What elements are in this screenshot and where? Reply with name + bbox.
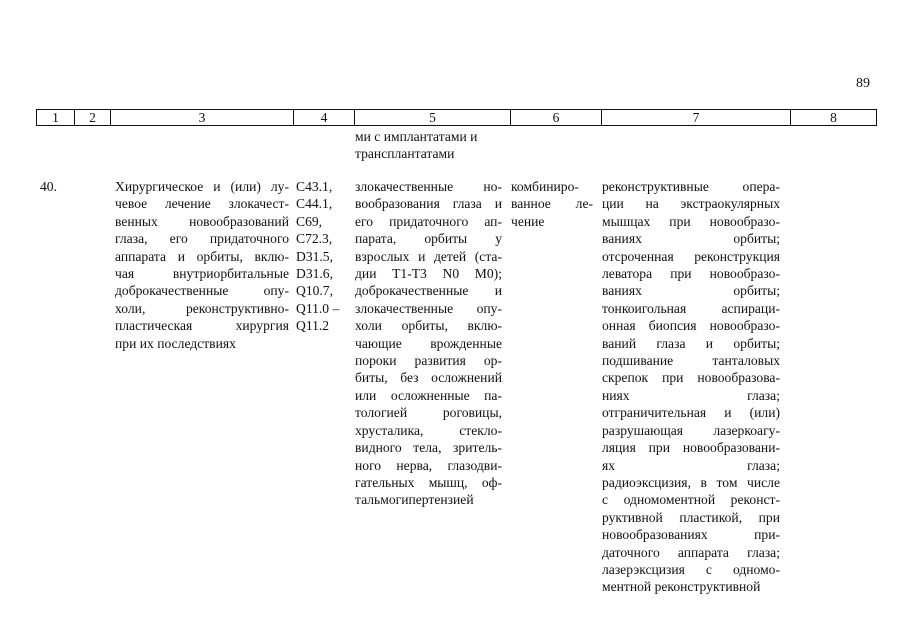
text-line: лазерэксцизия с одномо- <box>602 561 780 577</box>
text-line: C43.1, <box>296 179 333 194</box>
treatment-kind-column <box>511 178 593 230</box>
text-line: ляция при новообразовани- <box>602 440 780 456</box>
text-line: холи орбиты, вклю- <box>355 318 502 334</box>
text-line: Q11.0 – <box>296 300 340 316</box>
text-line: ванное ле- <box>511 196 593 212</box>
text-line: отграничительная и (или) <box>602 405 780 421</box>
text-line: ми с имплантатами и <box>355 129 478 144</box>
text-line: комбиниро- <box>511 179 579 194</box>
text-line: тонкоигольная аспираци- <box>602 300 780 316</box>
header-cell-7: 7 <box>602 110 791 126</box>
text-line: венных новообразований <box>115 213 289 229</box>
text-line: тологией роговицы, <box>355 405 502 421</box>
text-line: хрусталика, стекло- <box>355 422 502 438</box>
header-cell-6: 6 <box>511 110 602 126</box>
text-line: Q11.2 <box>296 318 330 334</box>
text-line: биты, без осложнений <box>355 370 502 386</box>
header-cell-1: 1 <box>37 110 75 126</box>
text-line: леватора при новообразо- <box>602 266 780 282</box>
header-cell-2: 2 <box>75 110 111 126</box>
text-line: D31.6, <box>296 266 334 282</box>
text-line: разрушающая лазеркоагу- <box>602 422 780 438</box>
text-line: C72.3, <box>296 231 333 247</box>
text-line: чевое лечение злокачест- <box>115 196 289 212</box>
patient-model-column <box>355 178 502 509</box>
text-line: ции на экстраокулярных <box>602 196 780 212</box>
row-number: 40. <box>40 179 57 194</box>
text-line: его придаточного ап- <box>355 213 502 229</box>
header-cell-4: 4 <box>294 110 355 126</box>
text-line: даточного аппарата глаза; <box>602 544 780 560</box>
text-line: злокачественные опу- <box>355 300 502 316</box>
text-line: Хирургическое и (или) лу- <box>115 179 289 194</box>
text-line: C69, <box>296 213 323 229</box>
text-line: D31.5, <box>296 248 334 264</box>
header-row <box>37 110 877 126</box>
text-line: мышцах при новообразо- <box>602 213 780 229</box>
text-line: отсроченная реконструкция <box>602 248 780 264</box>
header-cell-8: 8 <box>791 110 877 126</box>
text-line: руктивной пластикой, при <box>602 509 780 525</box>
text-line: ниях глаза; <box>602 387 780 403</box>
text-line: при их последствиях <box>115 335 236 351</box>
text-line: чающие врожденные <box>355 335 502 351</box>
text-line: онная биопсия новообразо- <box>602 318 780 334</box>
text-line: ментной реконструктивной <box>602 579 761 595</box>
text-line: ваний глаза и орбиты; <box>602 335 780 351</box>
text-line: ях глаза; <box>602 457 780 473</box>
text-line: пластическая хирургия <box>115 318 289 334</box>
text-line: подшивание танталовых <box>602 353 780 369</box>
text-line: чая внутриорбитальные <box>115 266 289 282</box>
treatment-type-column <box>115 178 289 352</box>
text-line: новообразованиях при- <box>602 527 780 543</box>
text-line: радиоэксцизия, в том числе <box>602 474 780 490</box>
text-line: ваниях орбиты; <box>602 283 780 299</box>
text-line: Q10.7, <box>296 283 334 299</box>
text-line: гательных мышц, оф- <box>355 474 502 490</box>
text-line: тальмогипертензией <box>355 492 474 508</box>
text-line: трансплантатами <box>355 146 455 162</box>
text-line: взрослых и детей (ста- <box>355 248 502 264</box>
text-line: ваниях орбиты; <box>602 231 780 247</box>
text-line: доброкачественные опу- <box>115 283 289 299</box>
text-line: реконструктивные опера- <box>602 179 780 194</box>
text-line: чение <box>511 213 545 229</box>
text-line: или осложненные па- <box>355 387 502 403</box>
page-number: 89 <box>856 76 870 91</box>
text-line: злокачественные но- <box>355 179 502 194</box>
text-line: с одномоментной реконст- <box>602 492 780 508</box>
text-line: вообразования глаза и <box>355 196 502 212</box>
text-line: видного тела, зритель- <box>355 440 502 456</box>
text-line: ного нерва, глазодви- <box>355 457 502 473</box>
continuation-text <box>355 128 502 163</box>
treatment-method-column <box>602 178 780 596</box>
text-line: холи, реконструктивно- <box>115 300 289 316</box>
text-line: пороки развития ор- <box>355 353 502 369</box>
text-line: глаза, его придаточного <box>115 231 289 247</box>
text-line: дии T1-T3 N0 M0); <box>355 266 502 282</box>
text-line: парата, орбиты у <box>355 231 502 247</box>
text-line: C44.1, <box>296 196 333 212</box>
text-line: скрепок при новообразова- <box>602 370 780 386</box>
header-cell-5: 5 <box>355 110 511 126</box>
column-header-table <box>36 109 877 126</box>
icd-codes-column <box>296 178 352 335</box>
text-line: доброкачественные и <box>355 283 502 299</box>
header-cell-3: 3 <box>111 110 294 126</box>
text-line: аппарата и орбиты, вклю- <box>115 248 289 264</box>
